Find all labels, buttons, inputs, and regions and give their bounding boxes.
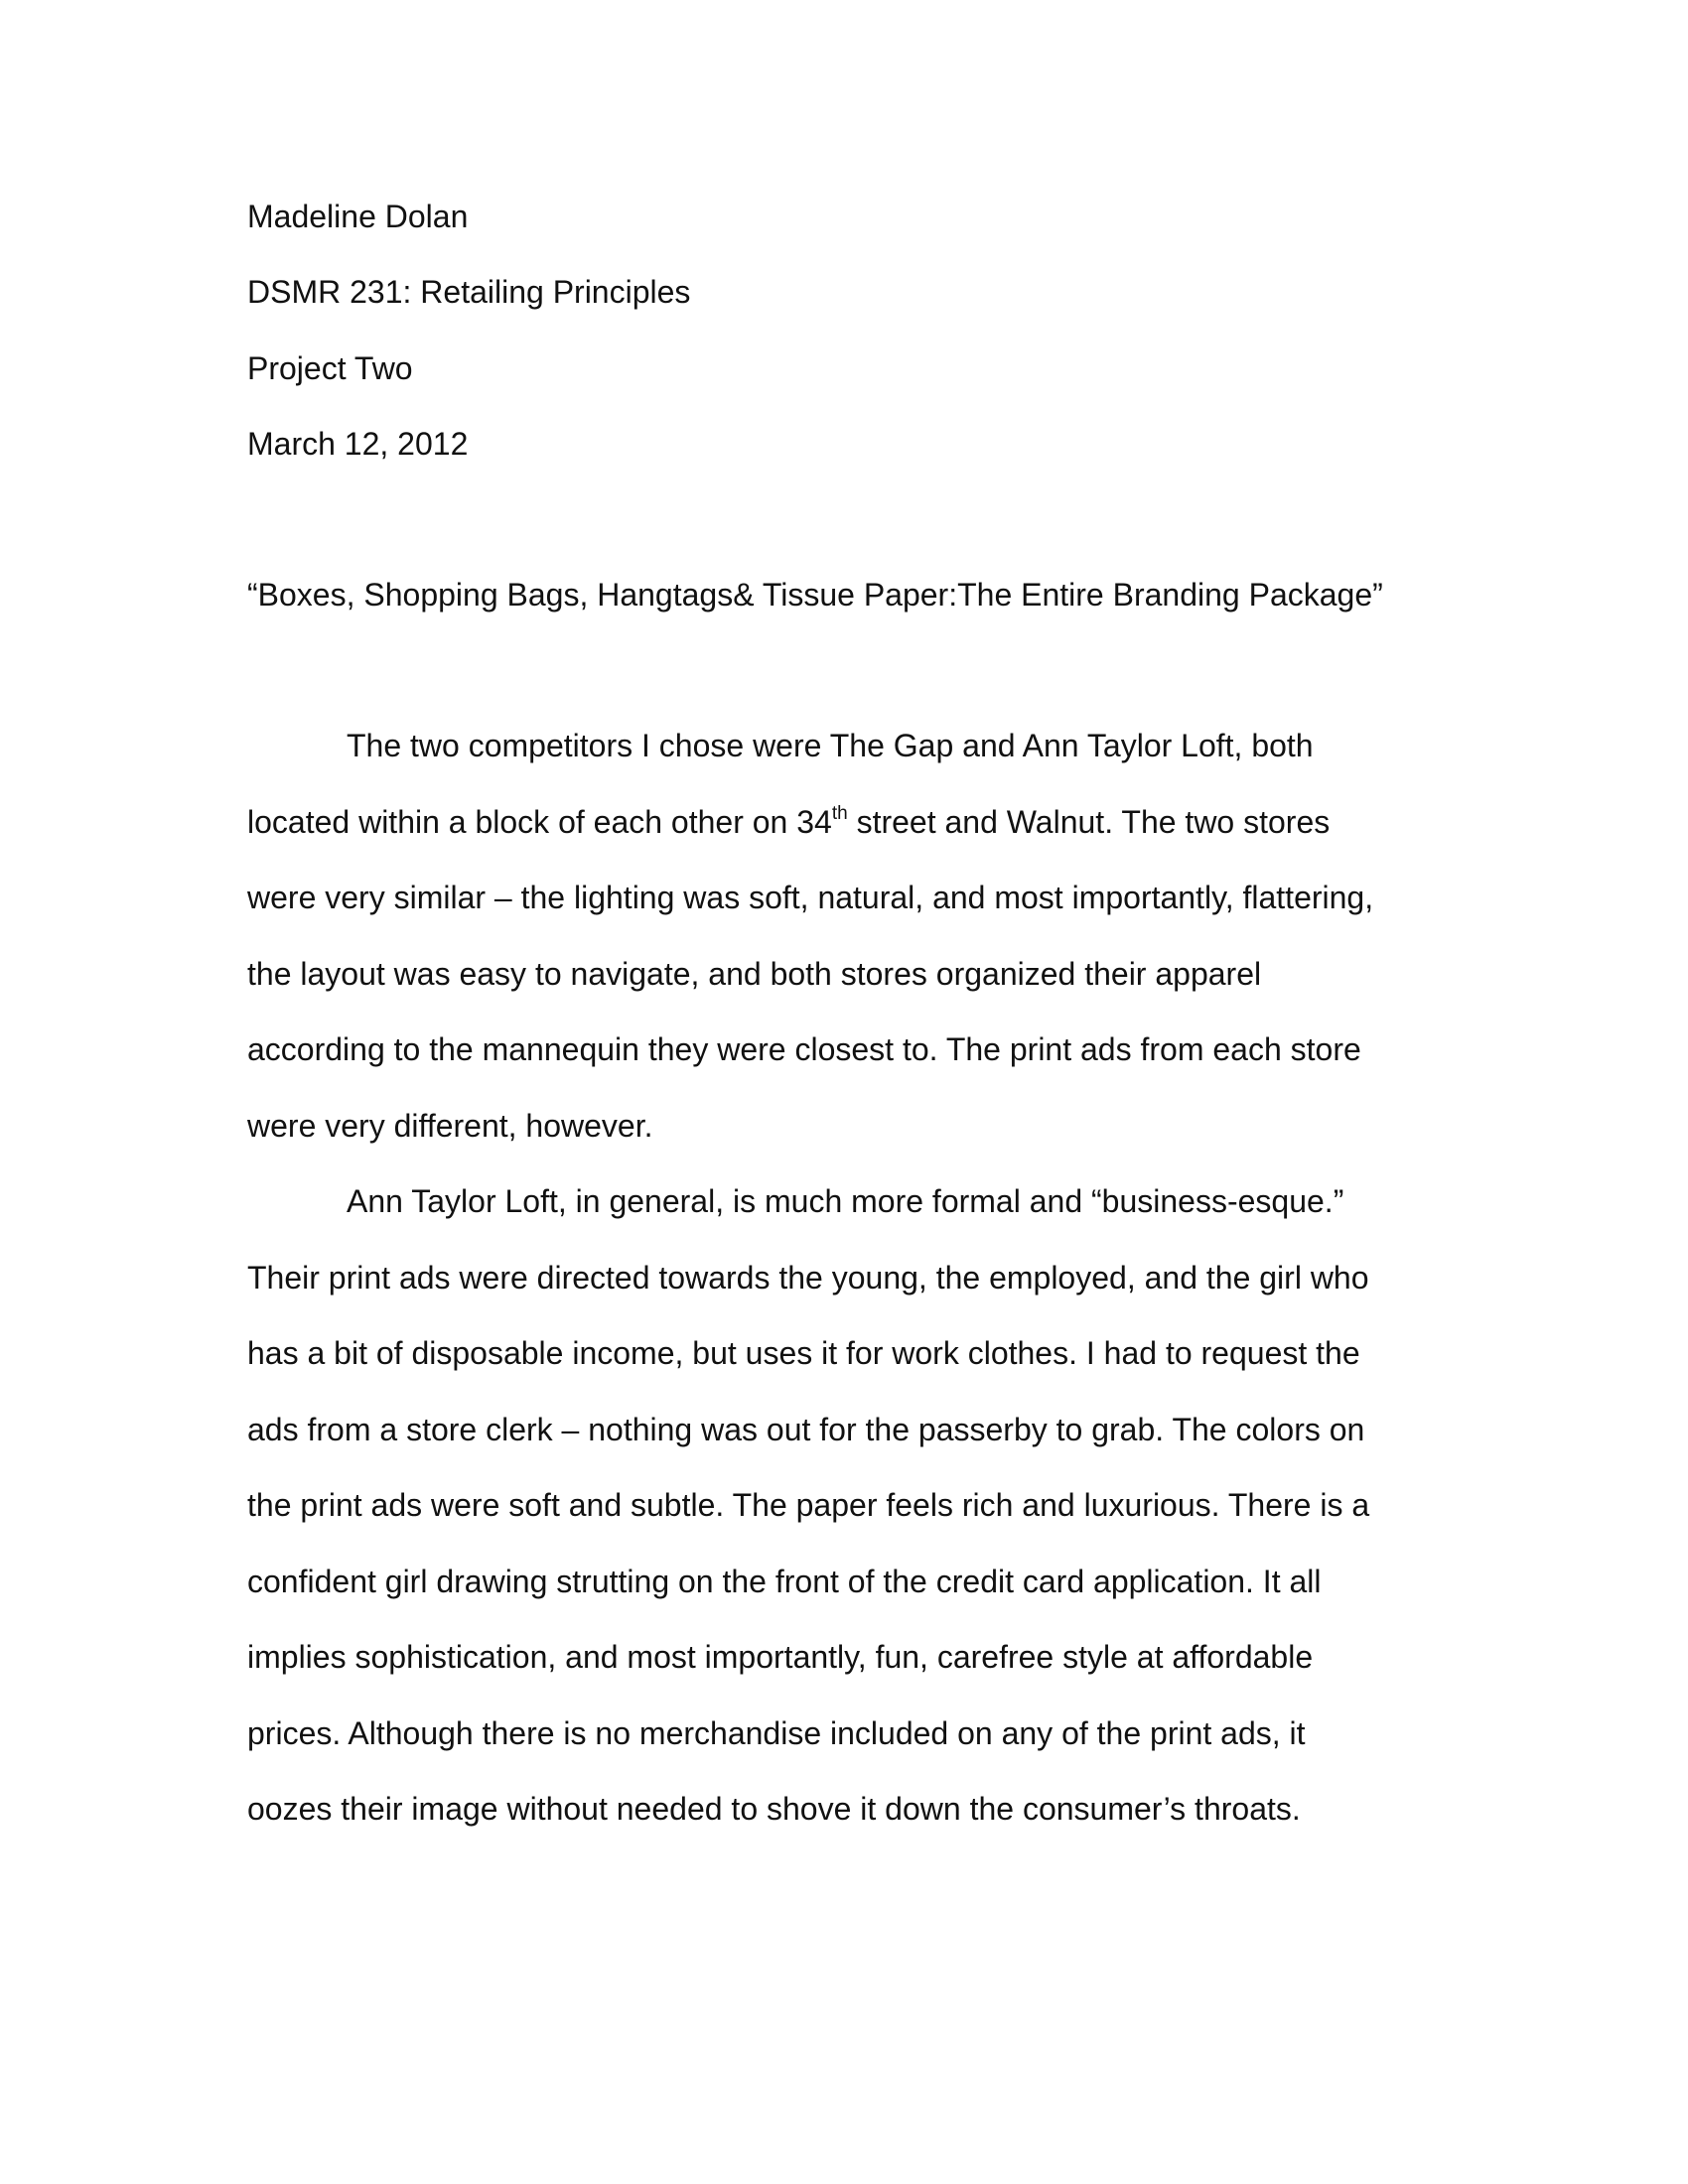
body-line: were very similar – the lighting was soft, natural, and most importantly, flattering, xyxy=(247,880,1374,915)
body-line: has a bit of disposable income, but uses it for work clothes. I had to request the xyxy=(247,1335,1360,1371)
author-name: Madeline Dolan xyxy=(247,199,469,234)
body-line: implies sophistication, and most importantly, fun, carefree style at affordable xyxy=(247,1639,1314,1675)
body-line: oozes their image without needed to shove it down the consumer’s throats. xyxy=(247,1791,1301,1827)
document-title: “Boxes, Shopping Bags, Hangtags& Tissue Paper:The Entire Branding Package” xyxy=(247,577,1383,613)
body-line: the layout was easy to navigate, and both stores organized their apparel xyxy=(247,956,1262,992)
body-line: The two competitors I chose were The Gap and Ann Taylor Loft, both xyxy=(347,728,1314,763)
body-line: were very different, however. xyxy=(247,1108,653,1144)
body-line: the print ads were soft and subtle. The paper feels rich and luxurious. There is a xyxy=(247,1487,1370,1523)
ordinal-superscript: th xyxy=(831,803,848,825)
body-line: confident girl drawing strutting on the front of the credit card application. It all xyxy=(247,1564,1322,1599)
body-line-part: street and Walnut. The two stores xyxy=(847,804,1331,840)
body-line: according to the mannequin they were closest to. The print ads from each store xyxy=(247,1031,1361,1067)
body-line: Ann Taylor Loft, in general, is much more formal and “business-esque.” xyxy=(347,1183,1344,1219)
assignment-name: Project Two xyxy=(247,350,413,386)
course-name: DSMR 231: Retailing Principles xyxy=(247,274,691,310)
body-line xyxy=(247,802,1330,842)
body-line: ads from a store clerk – nothing was out for the passerby to grab. The colors on xyxy=(247,1412,1365,1447)
body-line-part: located within a block of each other on 34 xyxy=(247,804,832,840)
body-line: prices. Although there is no merchandise included on any of the print ads, it xyxy=(247,1715,1306,1751)
body-line: Their print ads were directed towards the young, the employed, and the girl who xyxy=(247,1260,1369,1296)
document-date: March 12, 2012 xyxy=(247,426,469,462)
